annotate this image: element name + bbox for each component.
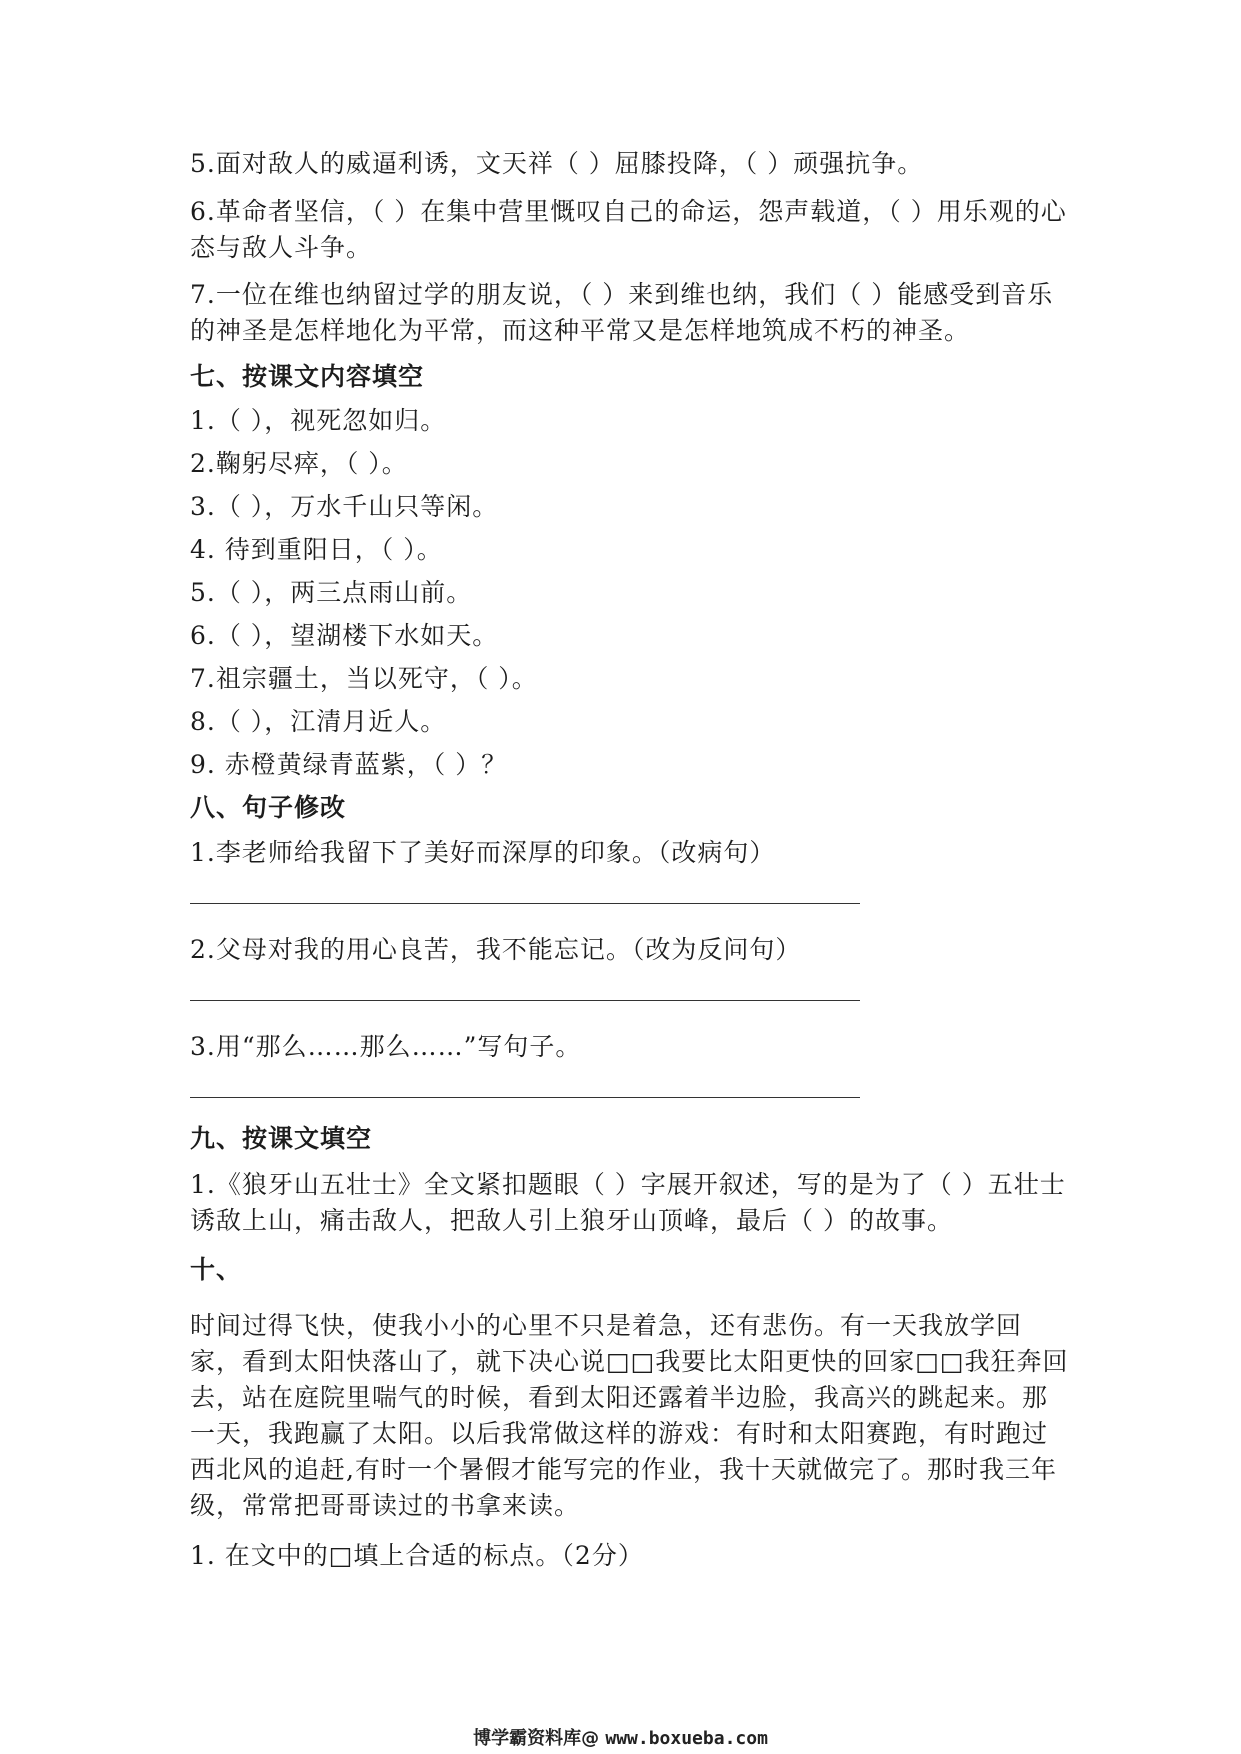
section-10-heading: 十、 (190, 1255, 243, 1284)
reading-passage: 时间过得飞快，使我小小的心里不只是着急，还有悲伤。有一天我放学回家，看到太阳快落山了，就下决心说□□我要比太阳更快的回家□□我狂奔回去，站在庭院里喘气的时候，看到太阳还露着半边脸，我高兴的跳起来。那一天，我跑赢了太阳。以后我常做这样的游戏：有时和太阳赛跑，有时跑过西北风的追赶,有时一个暑假才能写完的作业，我十天就做完了。那时我三年级，常常把哥哥读过的书拿来读。 (190, 1311, 1069, 1520)
list-item: 1.（ ），视死忽如归。 (190, 406, 447, 435)
list-item: 2.鞠躬尽瘁，（ ）。 (190, 449, 408, 478)
list-item: 3.（ ），万水千山只等闲。 (190, 492, 499, 521)
question-6-5: 5.面对敌人的威逼利诱，文天祥（ ）屈膝投降，（ ）顽强抗争。 (190, 149, 924, 178)
footer-label: 博学霸资料库@ (473, 1728, 600, 1749)
list-item: 4. 待到重阳日，（ ）。 (190, 535, 443, 564)
footer-watermark (0, 1724, 1241, 1750)
question-8-2: 2.父母对我的用心良苦，我不能忘记。（改为反问句） (190, 935, 802, 964)
answer-line-2[interactable] (190, 1000, 860, 1001)
footer-url[interactable]: www.boxueba.com (605, 1728, 768, 1749)
list-item: 9. 赤橙黄绿青蓝紫，（ ）？ (190, 750, 508, 779)
answer-line-1[interactable] (190, 903, 860, 904)
list-item: 7.祖宗疆土，当以死守，（ ）。 (190, 664, 538, 693)
section-8-heading: 八、句子修改 (190, 793, 347, 822)
section-7-list (190, 403, 1070, 783)
question-9-1: 1.《狼牙山五壮士》全文紧扣题眼（ ）字展开叙述，写的是为了（ ）五壮士诱敌上山，痛击敌人，把敌人引上狼牙山顶峰，最后（ ）的故事。 (190, 1170, 1066, 1235)
question-8-3: 3.用“那么……那么……”写句子。 (190, 1032, 582, 1061)
question-8-1: 1.李老师给我留下了美好而深厚的印象。（改病句） (190, 838, 776, 867)
question-10-1: 1. 在文中的□填上合适的标点。（2分） (190, 1541, 644, 1570)
section-9-heading: 九、按课文填空 (190, 1124, 373, 1153)
answer-line-3[interactable] (190, 1097, 860, 1098)
list-item: 8.（ ），江清月近人。 (190, 707, 447, 736)
list-item: 5.（ ），两三点雨山前。 (190, 578, 473, 607)
list-item: 6.（ ），望湖楼下水如天。 (190, 621, 499, 650)
worksheet-page (190, 146, 1070, 1574)
question-6-7: 7.一位在维也纳留过学的朋友说，（ ）来到维也纳，我们（ ）能感受到音乐的神圣是怎样地化为平常，而这种平常又是怎样地筑成不朽的神圣。 (190, 280, 1054, 345)
question-6-6: 6.革命者坚信，（ ）在集中营里慨叹自己的命运，怨声载道，（ ）用乐观的心态与敌人斗争。 (190, 197, 1067, 262)
section-7-heading: 七、按课文内容填空 (190, 362, 425, 391)
